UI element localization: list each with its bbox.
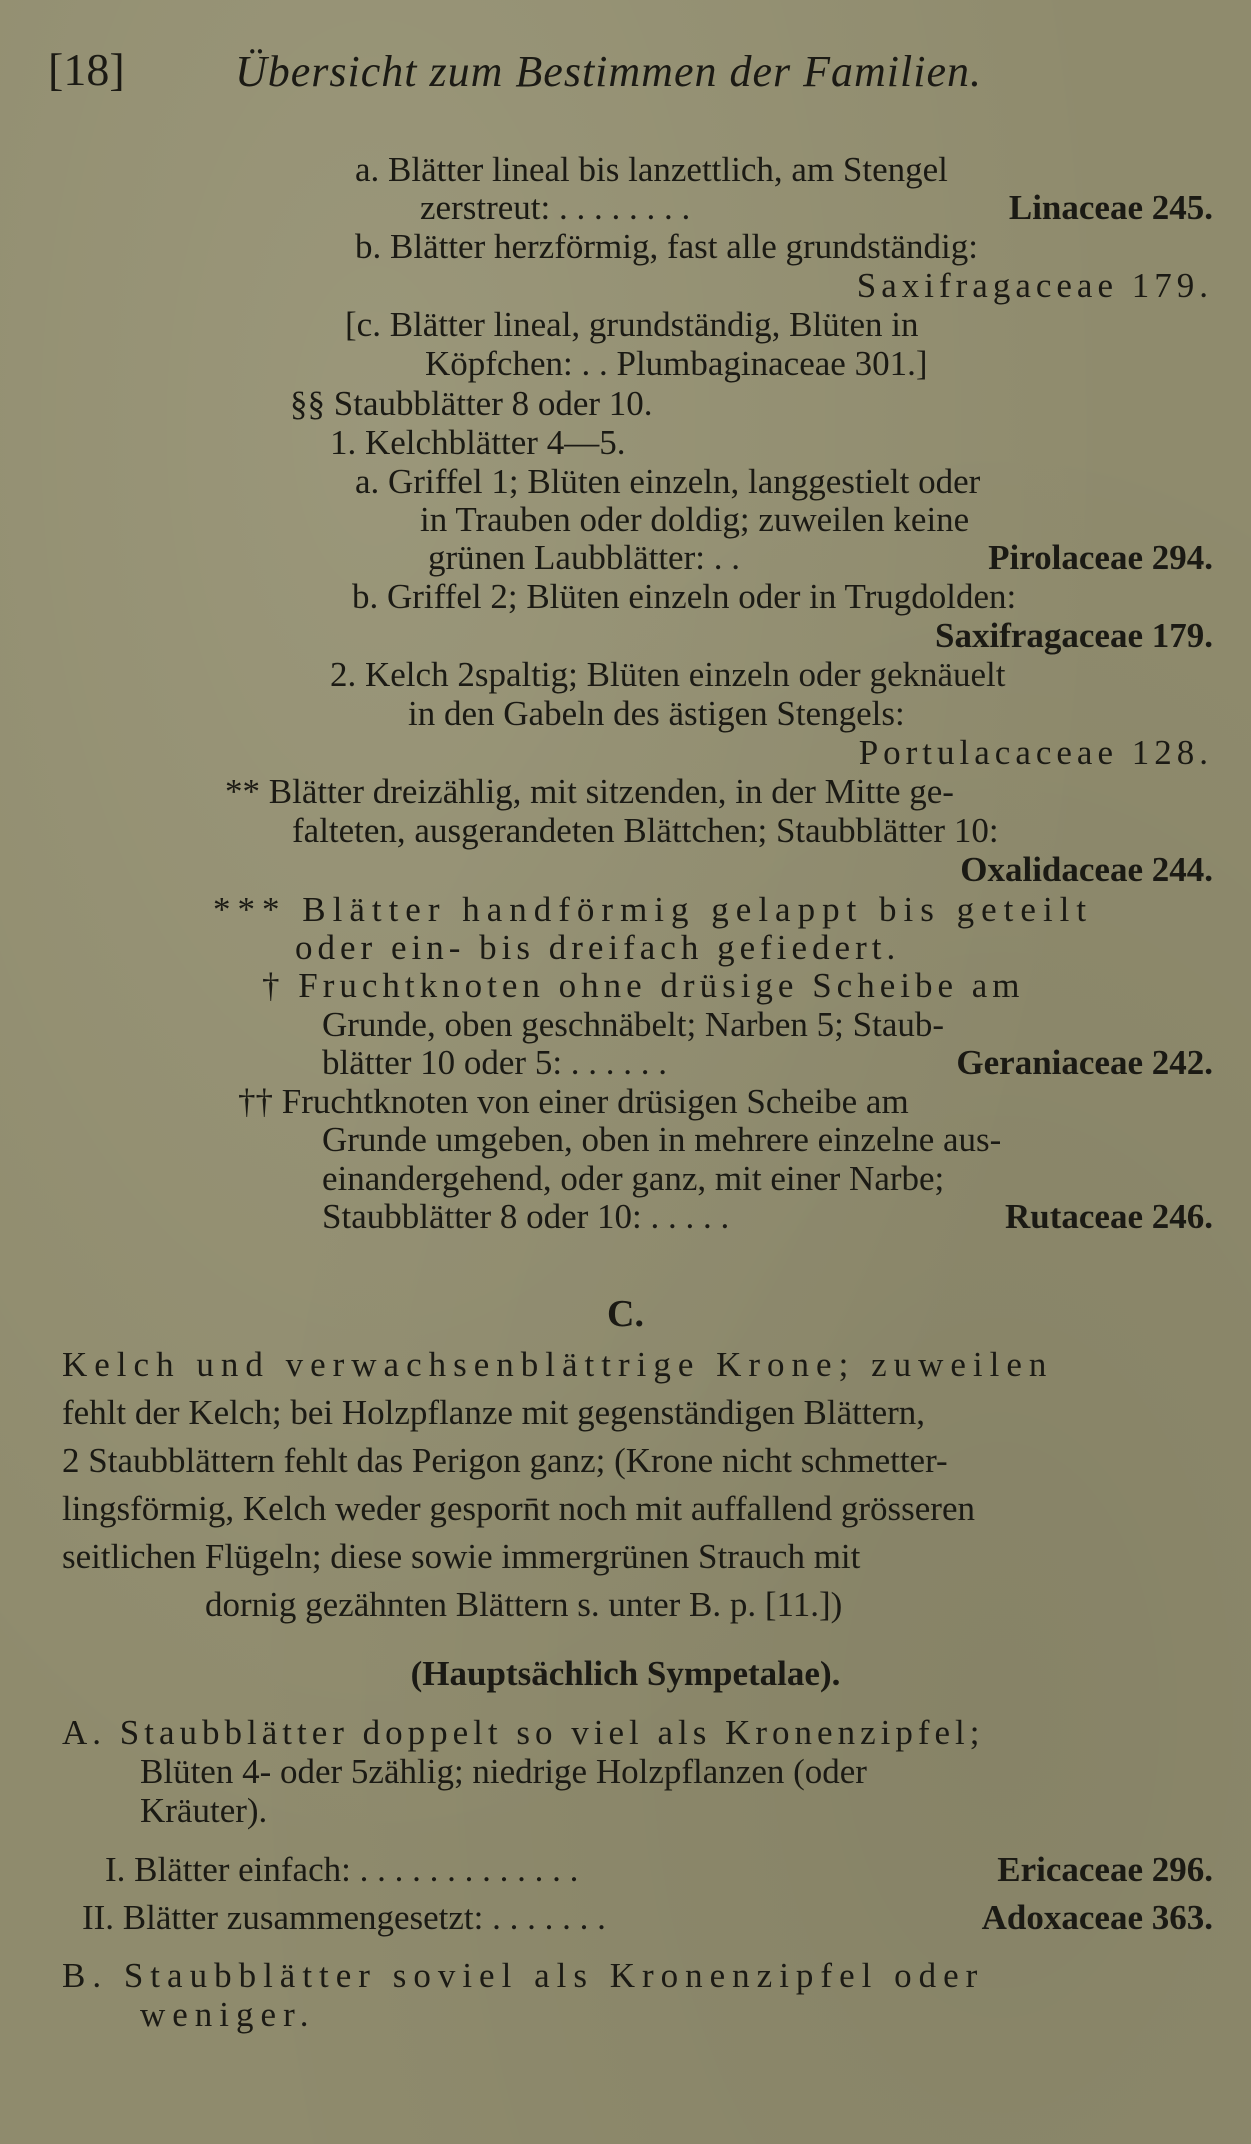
page-header-title: Übersicht zum Bestimmen der Familien. [235,47,982,96]
key-line: a. Blätter lineal bis lanzettlich, am Stengel [355,150,948,189]
key-line: falteten, ausgerandeten Blättchen; Staubblätter 10: [292,811,999,850]
key-line: *** Blätter handförmig gelappt bis geteilt [213,890,1094,929]
key-line: a. Griffel 1; Blüten einzeln, langgestielt oder [355,462,981,501]
section-line: 2 Staubblättern fehlt das Perigon ganz; (Krone nicht schmetter- [62,1441,948,1480]
section-line: fehlt der Kelch; bei Holzpflanze mit gegenständigen Blättern, [62,1393,926,1432]
key-line: [c. Blätter lineal, grundständig, Blüten in [345,305,919,344]
section-line: dornig gezähnten Blättern s. unter B. p. [11.]) [205,1585,843,1624]
key-line: Saxifragaceae 179. [856,266,1213,305]
key-line: Grunde umgeben, oben in mehrere einzelne aus- [322,1120,1002,1159]
key-line: Saxifragaceae 179. [935,616,1213,655]
key-line: weniger. [140,1995,316,2034]
key-line: Grunde, oben geschnäbelt; Narben 5; Staub- [322,1005,945,1044]
key-line: A. Staubblätter doppelt so viel als Kronenzipfel; [62,1713,985,1752]
key-line: Oxalidaceae 244. [960,850,1213,889]
key-line: oder ein- bis dreifach gefiedert. [295,928,901,967]
key-line: blätter 10 oder 5: . . . . . . Geraniaceae 242. [322,1043,1213,1082]
key-line: Portulacaceae 128. [858,733,1213,772]
key-line: Blüten 4- oder 5zählig; niedrige Holzpflanzen (oder [140,1752,867,1791]
page-number: [18] [48,44,125,95]
key-line: I. Blätter einfach: . . . . . . . . . . . . . Ericaceae 296. [105,1850,1213,1889]
key-line: 2. Kelch 2spaltig; Blüten einzeln oder geknäuelt [330,655,1006,694]
key-line: †† Fruchtknoten von einer drüsigen Scheibe am [238,1082,909,1121]
section-line: Kelch und verwachsenblättrige Krone; zuweilen [62,1345,1054,1384]
key-line: 1. Kelchblätter 4—5. [330,423,626,462]
section-heading: C. [607,1293,644,1335]
key-line: grünen Laubblätter: . . Pirolaceae 294. [428,538,1213,577]
key-line: † Fruchtknoten ohne drüsige Scheibe am [262,966,1025,1005]
key-line: II. Blätter zusammengesetzt: . . . . . . . Adoxaceae 363. [82,1898,1213,1937]
key-line: §§ Staubblätter 8 oder 10. [290,384,653,423]
section-line: seitlichen Flügeln; diese sowie immergrünen Strauch mit [62,1537,861,1576]
key-line: zerstreut: . . . . . . . . Linaceae 245. [420,188,1213,227]
key-line: b. Griffel 2; Blüten einzeln oder in Trugdolden: [352,577,1017,616]
section-line: lingsförmig, Kelch weder gesporn̄t noch mit auffallend grösseren [62,1489,975,1528]
key-line: einandergehend, oder ganz, mit einer Narbe; [322,1159,945,1198]
key-line: Köpfchen: . . Plumbaginaceae 301.] [425,344,928,383]
key-line: Kräuter). [140,1791,268,1830]
key-line: in Trauben oder doldig; zuweilen keine [420,500,970,539]
key-line: b. Blätter herzförmig, fast alle grundständig: [355,227,979,266]
key-line: ** Blätter dreizählig, mit sitzenden, in der Mitte ge- [225,772,954,811]
key-line: B. Staubblätter soviel als Kronenzipfel oder [62,1956,985,1995]
key-line: in den Gabeln des ästigen Stengels: [408,694,905,733]
subheading: (Hauptsächlich Sympetalae). [410,1654,841,1693]
key-line: Staubblätter 8 oder 10: . . . . . Rutaceae 246. [322,1197,1213,1236]
